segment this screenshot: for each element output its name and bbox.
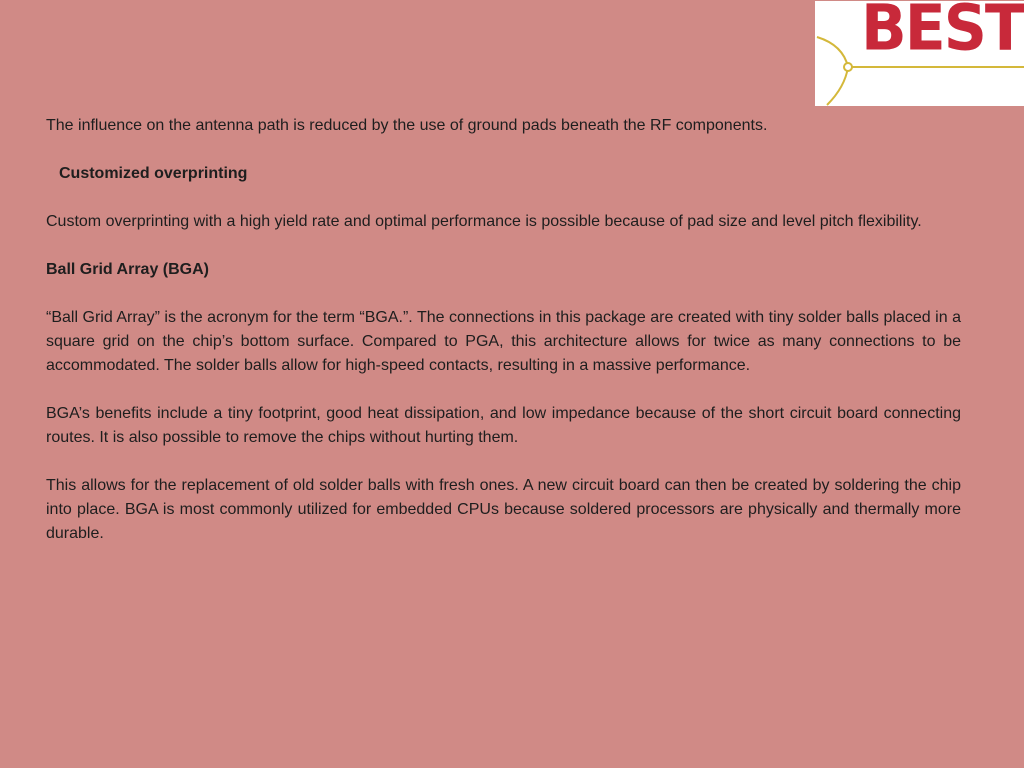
overprinting-paragraph: Custom overprinting with a high yield rate and optimal performance is possible because of pad size and level pitch flexibility. xyxy=(46,213,922,230)
customized-overprinting-heading: Customized overprinting xyxy=(59,165,248,182)
bga-replacement-paragraph: This allows for the replacement of old solder balls with fresh ones. A new circuit board can then be created by soldering the chip into place. BGA is most commonly utilized for embedded CPUs because soldered processors are physically and thermally more durable. xyxy=(46,477,961,542)
document-body xyxy=(46,114,961,546)
logo-text: BEST xyxy=(861,1,1024,66)
bga-heading: Ball Grid Array (BGA) xyxy=(46,261,209,278)
bga-paragraph: “Ball Grid Array” is the acronym for the term “BGA.”. The connections in this package are created with tiny solder balls placed in a square grid on the chip’s bottom surface. Compared to PGA, this architecture allows for twice as many connections to be accommodated. The solder balls allow for high-speed contacts, resulting in a massive performance. xyxy=(46,309,961,374)
bga-benefits-paragraph: BGA’s benefits include a tiny footprint, good heat dissipation, and low impedance because of the short circuit board connecting routes. It is also possible to remove the chips without hurting them. xyxy=(46,405,961,446)
best-logo xyxy=(815,1,1024,106)
intro-paragraph: The influence on the antenna path is reduced by the use of ground pads beneath the RF components. xyxy=(46,117,768,134)
